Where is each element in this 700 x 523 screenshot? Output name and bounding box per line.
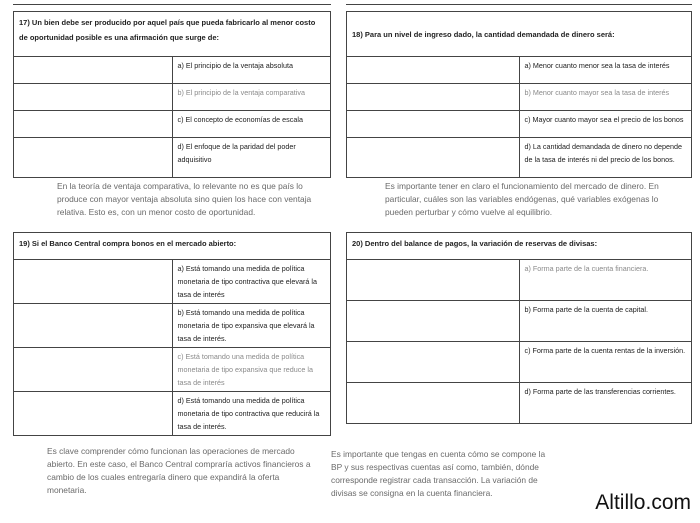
option-d[interactable]: d) La cantidad demandada de dinero no depende de la tasa de interés ni del precio de los bonos. xyxy=(519,138,692,178)
brand-watermark: Altillo.com xyxy=(595,491,691,514)
question-17 xyxy=(13,11,331,178)
answer-box[interactable] xyxy=(14,260,173,304)
answer-box[interactable] xyxy=(14,304,173,348)
answer-box[interactable] xyxy=(14,392,173,436)
option-a[interactable]: a) Forma parte de la cuenta financiera. xyxy=(519,260,692,301)
option-a[interactable]: a) Está tomando una medida de política monetaria de tipo contractiva que elevará la tasa de interés xyxy=(172,260,331,304)
answer-box[interactable] xyxy=(347,260,520,301)
option-a[interactable]: a) El principio de la ventaja absoluta xyxy=(172,57,331,84)
answer-box[interactable] xyxy=(347,342,520,383)
option-c[interactable]: c) Mayor cuanto mayor sea el precio de los bonos xyxy=(519,111,692,138)
question-20-title: 20) Dentro del balance de pagos, la variación de reservas de divisas: xyxy=(347,233,692,260)
option-d[interactable]: d) El enfoque de la paridad del poder adquisitivo xyxy=(172,138,331,178)
answer-box[interactable] xyxy=(347,138,520,178)
option-b[interactable]: b) El principio de la ventaja comparativa xyxy=(172,84,331,111)
question-18 xyxy=(346,11,692,178)
answer-box[interactable] xyxy=(347,84,520,111)
option-b[interactable]: b) Menor cuanto mayor sea la tasa de interés xyxy=(519,84,692,111)
option-c[interactable]: c) Está tomando una medida de política monetaria de tipo expansiva que reduce la tasa de interés xyxy=(172,348,331,392)
answer-box[interactable] xyxy=(14,111,173,138)
answer-box[interactable] xyxy=(14,138,173,178)
option-b[interactable]: b) Está tomando una medida de política monetaria de tipo expansiva que elevará la tasa de interés. xyxy=(172,304,331,348)
answer-box[interactable] xyxy=(14,84,173,111)
option-c[interactable]: c) El concepto de economías de escala xyxy=(172,111,331,138)
answer-box[interactable] xyxy=(347,57,520,84)
answer-box[interactable] xyxy=(347,111,520,138)
q20-explanation: Es importante que tengas en cuenta cómo se compone la BP y sus respectivas cuentas así como, también, dónde corresponde registrar cada transacción. La variación de divisas se consigna en la cuenta financiera. xyxy=(331,449,546,498)
q17-explanation: En la teoría de ventaja comparativa, lo relevante no es que país lo produce con mayor ventaja absoluta sino quien los hace con ventaja relativa. Esto es, con un menor costo de oportunidad. xyxy=(57,181,312,217)
answer-box[interactable] xyxy=(347,301,520,342)
option-b[interactable]: b) Forma parte de la cuenta de capital. xyxy=(519,301,692,342)
option-c[interactable]: c) Forma parte de la cuenta rentas de la inversión. xyxy=(519,342,692,383)
question-17-title: 17) Un bien debe ser producido por aquel país que pueda fabricarlo al menor costo de oportunidad posible es una afirmación que surge de: xyxy=(14,12,331,57)
q18-explanation: Es importante tener en claro el funcionamiento del mercado de dinero. En particular, cuáles son las variables endógenas, qué variables exógenas lo pueden perturbar y cómo vuelve al equilibrio. xyxy=(385,181,659,217)
option-a[interactable]: a) Menor cuanto menor sea la tasa de interés xyxy=(519,57,692,84)
question-19-title: 19) Si el Banco Central compra bonos en el mercado abierto: xyxy=(14,233,331,260)
question-19 xyxy=(13,232,331,436)
question-20 xyxy=(346,232,692,424)
q19-explanation: Es clave comprender cómo funcionan las operaciones de mercado abierto. En este caso, el Banco Central compraría activos financieros a cambio de los cuales entregaría dinero que expandirá la oferta monetaria. xyxy=(47,446,311,495)
option-d[interactable]: d) Forma parte de las transferencias corrientes. xyxy=(519,383,692,424)
option-d[interactable]: d) Está tomando una medida de política monetaria de tipo contractiva que reducirá la tasa de interés. xyxy=(172,392,331,436)
answer-box[interactable] xyxy=(14,348,173,392)
answer-box[interactable] xyxy=(347,383,520,424)
top-rule-left xyxy=(13,4,331,5)
question-18-title: 18) Para un nivel de ingreso dado, la cantidad demandada de dinero será: xyxy=(347,12,692,57)
top-rule-right xyxy=(346,4,692,5)
answer-box[interactable] xyxy=(14,57,173,84)
